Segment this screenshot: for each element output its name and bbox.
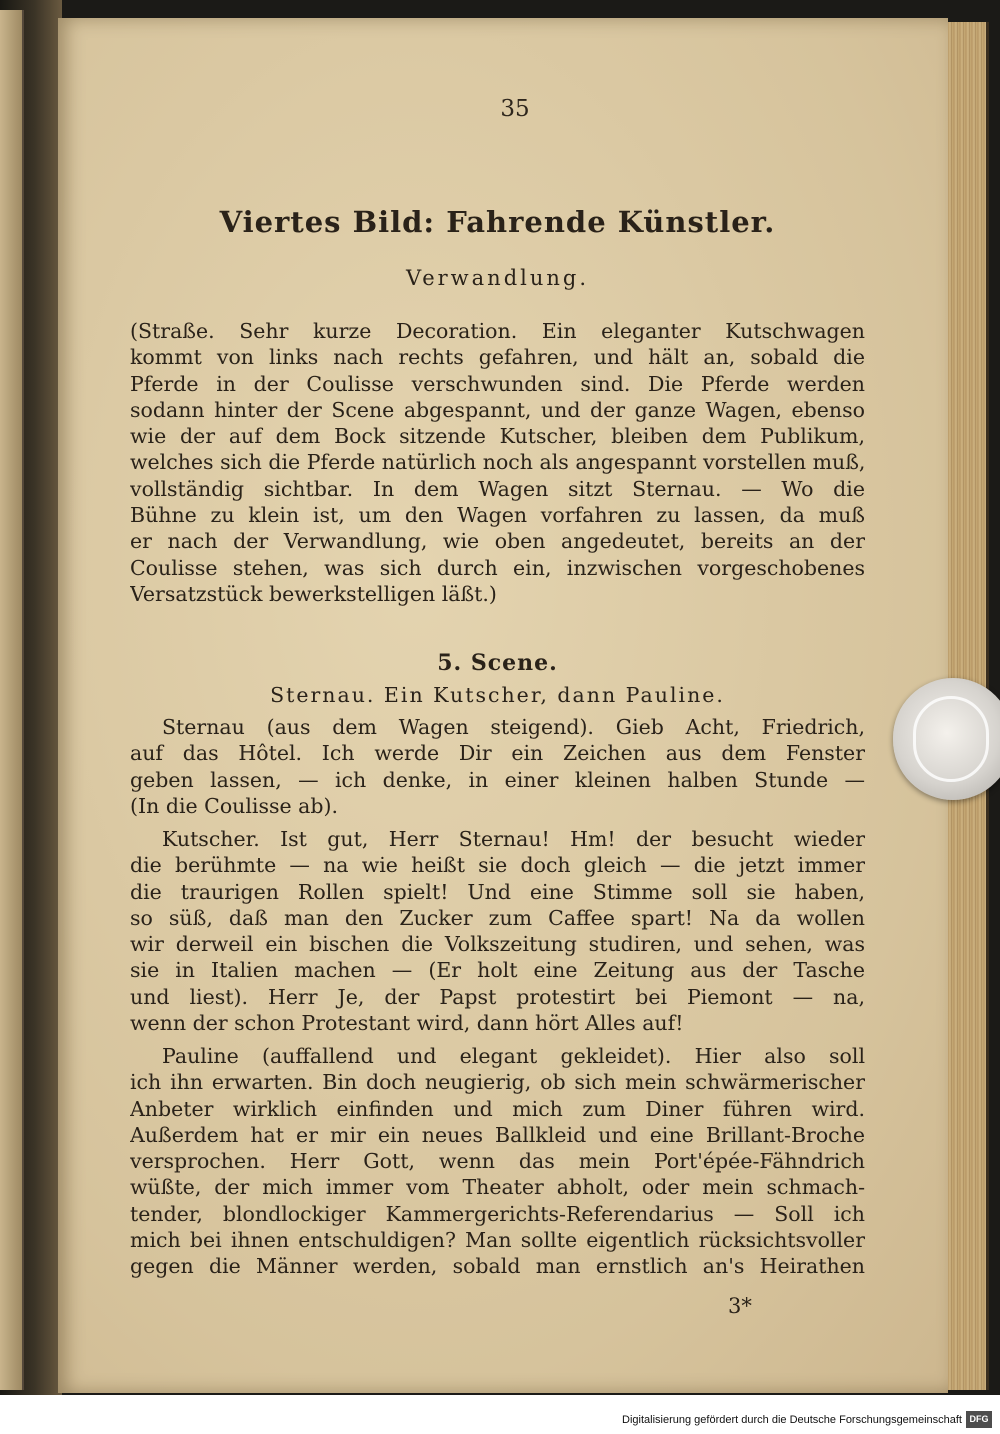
- text-line: Versatzstück bewerkstelligen läßt.): [130, 581, 497, 606]
- text-line: wie der auf dem Bock sitzende Kutscher, bleiben dem Publikum,: [130, 424, 865, 449]
- text-line: wüßte, der mich immer vom Theater abholt, oder mein schmach-: [130, 1175, 865, 1200]
- text-line: welches sich die Pferde natürlich noch als angespannt vorstellen muß,: [130, 450, 865, 475]
- text-line: sie in Italien machen — (Er holt eine Zeitung aus der Tasche: [130, 958, 865, 983]
- scene-subtitle: Verwandlung.: [405, 266, 590, 290]
- text-line: die traurigen Rollen spielt! Und eine Stimme soll sie haben,: [130, 879, 865, 904]
- dfg-logo-icon: DFG: [966, 1411, 992, 1428]
- speech-pauline: [130, 1043, 865, 1280]
- text-line: Coulisse stehen, was sich durch ein, inzwischen vorgeschobenes: [130, 555, 865, 580]
- text-line: kommt von links nach rechts gefahren, und hält an, sobald die: [130, 345, 865, 370]
- text-line: Kutscher. Ist gut, Herr Sternau! Hm! der besucht wieder: [162, 827, 865, 851]
- speech-kutscher: [130, 826, 865, 1036]
- text-line: er nach der Verwandlung, wie oben angedeutet, bereits an der: [130, 529, 865, 554]
- text-line: Bühne zu klein ist, um den Wagen vorfahren zu lassen, da muß: [130, 503, 865, 528]
- footer-credit: Digitalisierung gefördert durch die Deutsche Forschungsgemeinschaft: [622, 1414, 962, 1426]
- speech-sternau: [130, 714, 865, 819]
- text-line: versprochen. Herr Gott, wenn das mein Port'épée-Fähndrich: [130, 1149, 865, 1174]
- text-line: sodann hinter der Scene abgespannt, und der ganze Wagen, ebenso: [130, 397, 865, 422]
- text-line: auf das Hôtel. Ich werde Dir ein Zeichen aus dem Fenster: [130, 741, 865, 766]
- text-line: mich bei ihnen entschuldigen? Man sollte eigentlich rücksichtsvoller: [130, 1228, 865, 1253]
- magnifier-icon[interactable]: [893, 678, 1000, 800]
- scene-heading: 5. Scene.: [437, 650, 558, 676]
- text-line: (In die Coulisse ab).: [130, 793, 339, 818]
- text-line: vollständig sichtbar. In dem Wagen sitzt Sternau. — Wo die: [130, 476, 865, 501]
- magnifier-lens: [913, 696, 989, 782]
- text-line: wenn der schon Protestant wird, dann hört Alles auf!: [130, 1011, 684, 1036]
- text-line: Pferde in der Coulisse verschwunden sind. Die Pferde werden: [130, 371, 865, 396]
- text-line: geben lassen, — ich denke, in einer kleinen halben Stunde —: [130, 767, 865, 792]
- text-line: Pauline (auffallend und elegant gekleidet). Hier also soll: [162, 1044, 865, 1068]
- stage-direction-paragraph: [130, 318, 865, 607]
- text-line: wir derweil ein bischen die Volkszeitung studiren, und sehen, was: [130, 932, 865, 957]
- text-line: Anbeter wirklich einfinden und mich zum Diner führen wird.: [130, 1096, 865, 1121]
- text-line: die berühmte — na wie heißt sie doch gleich — die jetzt immer: [130, 853, 865, 878]
- previous-page-edge: [0, 10, 24, 1390]
- text-line: so süß, daß man den Zucker zum Caffee spart! Na da wollen: [130, 905, 865, 930]
- text-line: ich ihn erwarten. Bin doch neugierig, ob sich mein schwärmerischer: [130, 1070, 865, 1095]
- text-line: tender, blondlockiger Kammergerichts-Referendarius — Soll ich: [130, 1201, 865, 1226]
- cast-list: Sternau. Ein Kutscher, dann Pauline.: [270, 683, 725, 707]
- text-line: Außerdem hat er mir ein neues Ballkleid und eine Brillant-Broche: [130, 1122, 865, 1147]
- scene-title: Viertes Bild: Fahrende Künstler.: [219, 205, 776, 239]
- page-number: 35: [500, 96, 530, 122]
- text-line: und liest). Herr Je, der Papst protestirt bei Piemont — na,: [130, 984, 865, 1009]
- text-line: gegen die Männer werden, sobald man ernstlich an's Heirathen: [130, 1254, 865, 1279]
- catchword: 3*: [728, 1294, 752, 1318]
- text-line: (Straße. Sehr kurze Decoration. Ein eleganter Kutschwagen: [130, 319, 865, 343]
- text-line: Sternau (aus dem Wagen steigend). Gieb Acht, Friedrich,: [162, 715, 865, 739]
